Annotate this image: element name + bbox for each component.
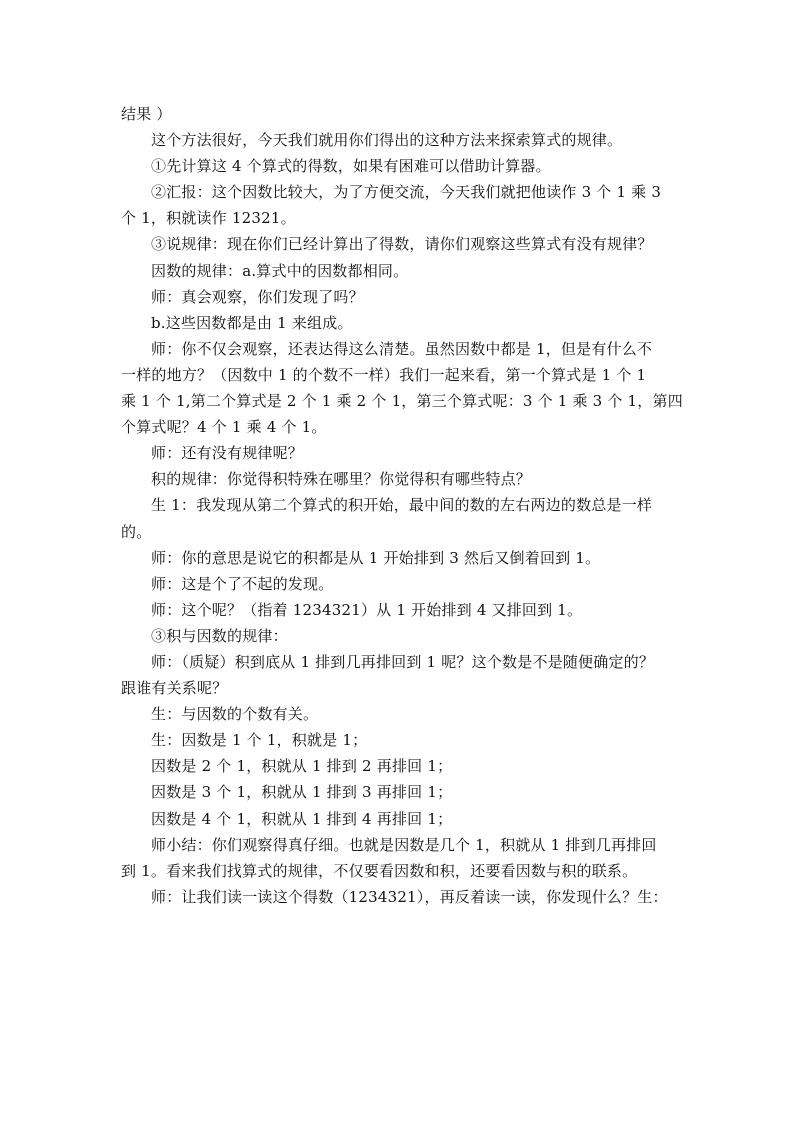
text-line: 师：真会观察，你们发现了吗？ <box>151 287 364 306</box>
text-line: 个算式呢？4 个 1 乘 4 个 1。 <box>121 418 327 437</box>
text-line: 生：因数是 1 个 1，积就是 1； <box>151 731 368 750</box>
document-body <box>121 101 687 910</box>
text-line: 师：这是个了不起的发现。 <box>151 574 334 593</box>
text-line: 到 1。看来我们找算式的规律，不仅要看因数和积，还要看因数与积的联系。 <box>121 861 638 880</box>
text-line: 师：你不仅会观察，还表达得这么清楚。虽然因数中都是 1，但是有什么不 <box>151 339 653 358</box>
text-line: ③积与因数的规律： <box>151 626 288 645</box>
text-line: 因数是 3 个 1，积就从 1 排到 3 再排回 1； <box>151 783 453 802</box>
text-line: 这个方法很好，今天我们就用你们得出的这种方法来探索算式的规律。 <box>151 131 623 150</box>
text-line: b.这些因数都是由 1 来组成。 <box>151 313 353 332</box>
text-line: 师：还有没有规律呢？ <box>151 444 304 463</box>
text-line: ①先计算这 4 个算式的得数，如果有困难可以借助计算器。 <box>151 157 551 176</box>
text-line: 师：你的意思是说它的积都是从 1 开始排到 3 然后又倒着回到 1。 <box>151 548 601 567</box>
text-line: 个 1，积就读作 12321。 <box>121 209 296 228</box>
text-line: ③说规律：现在你们已经计算出了得数，请你们观察这些算式有没有规律？ <box>151 235 653 254</box>
text-line: 一样的地方？（因数中 1 的个数不一样）我们一起来看，第一个算式是 1 个 1 <box>121 365 647 384</box>
text-line: 生 1：我发现从第二个算式的积开始，最中间的数的左右两边的数总是一样 <box>151 496 653 515</box>
text-line: ②汇报：这个因数比较大，为了方便交流，今天我们就把他读作 3 个 1 乘 3 <box>151 183 662 202</box>
text-line: 的。 <box>121 522 152 541</box>
text-line: 师：这个呢？（指着 1234321）从 1 开始排到 4 又排回到 1。 <box>151 600 583 619</box>
text-line: 积的规律：你觉得积特殊在哪里？你觉得积有哪些特点？ <box>151 470 532 489</box>
text-line: 因数的规律：a.算式中的因数都相同。 <box>151 261 409 280</box>
text-line: 生：与因数的个数有关。 <box>151 705 319 724</box>
text-line: 跟谁有关系呢？ <box>121 679 228 698</box>
text-line: 因数是 2 个 1，积就从 1 排到 2 再排回 1； <box>151 757 453 776</box>
text-line: 结果 ） <box>121 105 172 123</box>
text-line: 师：让我们读一读这个得数（1234321），再反着读一读，你发现什么？生： <box>151 887 668 906</box>
text-line: 师：（质疑）积到底从 1 排到几再排回到 1 呢？这个数是不是随便确定的？ <box>151 652 655 671</box>
text-line: 乘 1 个 1,第二个算式是 2 个 1 乘 2 个 1，第三个算式呢：3 个 1 乘 3 个 1，第四 <box>121 392 683 411</box>
text-line: 师小结：你们观察得真仔细。也就是因数是几个 1，积就从 1 排到几再排回 <box>151 835 657 854</box>
text-line: 因数是 4 个 1，积就从 1 排到 4 再排回 1； <box>151 809 453 828</box>
